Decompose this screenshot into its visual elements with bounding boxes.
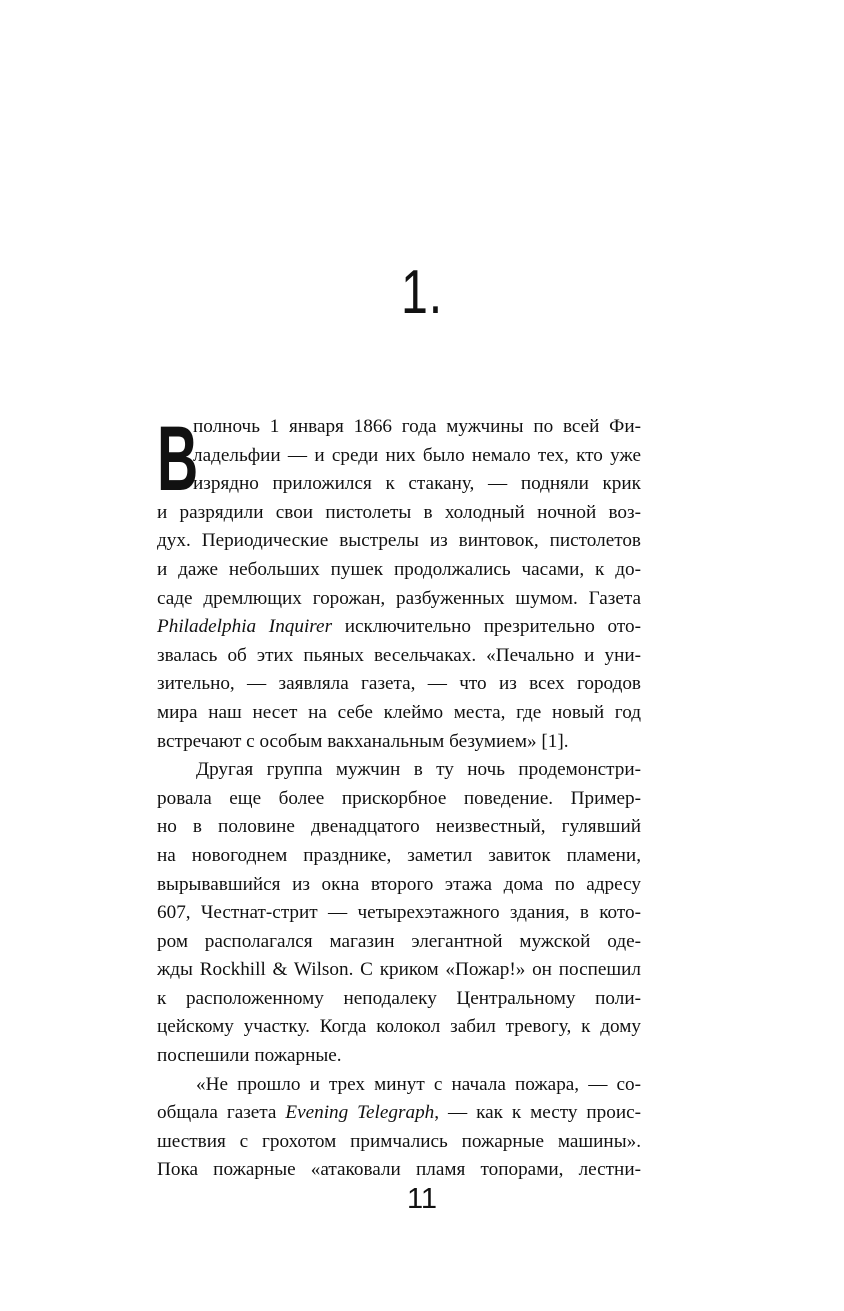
text-fragment: общала газета bbox=[157, 1102, 286, 1124]
body-text bbox=[157, 408, 642, 1185]
text-line: поспешили пожарные. bbox=[157, 1045, 342, 1067]
text-line: и даже небольших пушек продолжались часами, к до- bbox=[157, 558, 641, 580]
text-line: изрядно приложился к стакану, — подняли крик bbox=[193, 473, 641, 495]
text-line: и разрядили свои пистолеты в холодный ночной воз- bbox=[157, 501, 641, 523]
text-line: на новогоднем празднике, заметил завиток пламени, bbox=[157, 844, 641, 866]
chapter-number: 1. bbox=[401, 258, 443, 327]
publication-name: Philadelphia Inquirer bbox=[157, 616, 333, 638]
text-line: зительно, — заявляла газета, — что из всех городов bbox=[157, 673, 641, 695]
text-line: дух. Периодические выстрелы из винтовок, пистолетов bbox=[157, 530, 641, 552]
text-line: цейскому участку. Когда колокол забил тревогу, к дому bbox=[157, 1016, 641, 1038]
text-line: Другая группа мужчин в ту ночь продемонстри- bbox=[196, 759, 641, 781]
drop-cap: В bbox=[157, 408, 199, 510]
text-line: мира наш несет на себе клеймо места, где новый год bbox=[157, 701, 641, 723]
text-line bbox=[157, 1099, 641, 1128]
text-line: Пока пожарные «атаковали пламя топорами, лестни- bbox=[157, 1159, 641, 1181]
text-line: шествия с грохотом примчались пожарные машины». bbox=[157, 1130, 641, 1152]
text-fragment: , — как к месту проис- bbox=[434, 1102, 642, 1124]
text-line: 607, Честнат-стрит — четырехэтажного здания, в кото- bbox=[157, 902, 641, 924]
text-line: но в половине двенадцатого неизвестный, гулявший bbox=[157, 816, 641, 838]
text-line: полночь 1 января 1866 года мужчины по всей Фи- bbox=[193, 416, 641, 437]
text-fragment: исключительно презрительно ото- bbox=[332, 616, 641, 638]
text-line: жды Rockhill & Wilson. С криком «Пожар!» он поспешил bbox=[157, 959, 641, 981]
text-line: ром располагался магазин элегантной мужской оде- bbox=[157, 930, 641, 952]
publication-name: Evening Telegraph bbox=[285, 1102, 435, 1124]
text-line bbox=[157, 613, 641, 642]
text-line: «Не прошло и трех минут с начала пожара, — со- bbox=[196, 1073, 641, 1095]
text-line: встречают с особым вакханальным безумием» [1]. bbox=[157, 730, 569, 752]
text-line: к расположенному неподалеку Центральному поли- bbox=[157, 987, 641, 1009]
text-line: ладельфии — и среди них было немало тех, кто уже bbox=[193, 444, 641, 466]
text-line: вырывавшийся из окна второго этажа дома по адресу bbox=[157, 873, 641, 895]
text-line: звалась об этих пьяных весельчаках. «Печально и уни- bbox=[157, 644, 641, 666]
text-line: ровала еще более прискорбное поведение. Пример- bbox=[157, 787, 641, 809]
page-number: 11 bbox=[406, 1183, 438, 1215]
text-line: саде дремлющих горожан, разбуженных шумом. Газета bbox=[157, 587, 641, 609]
